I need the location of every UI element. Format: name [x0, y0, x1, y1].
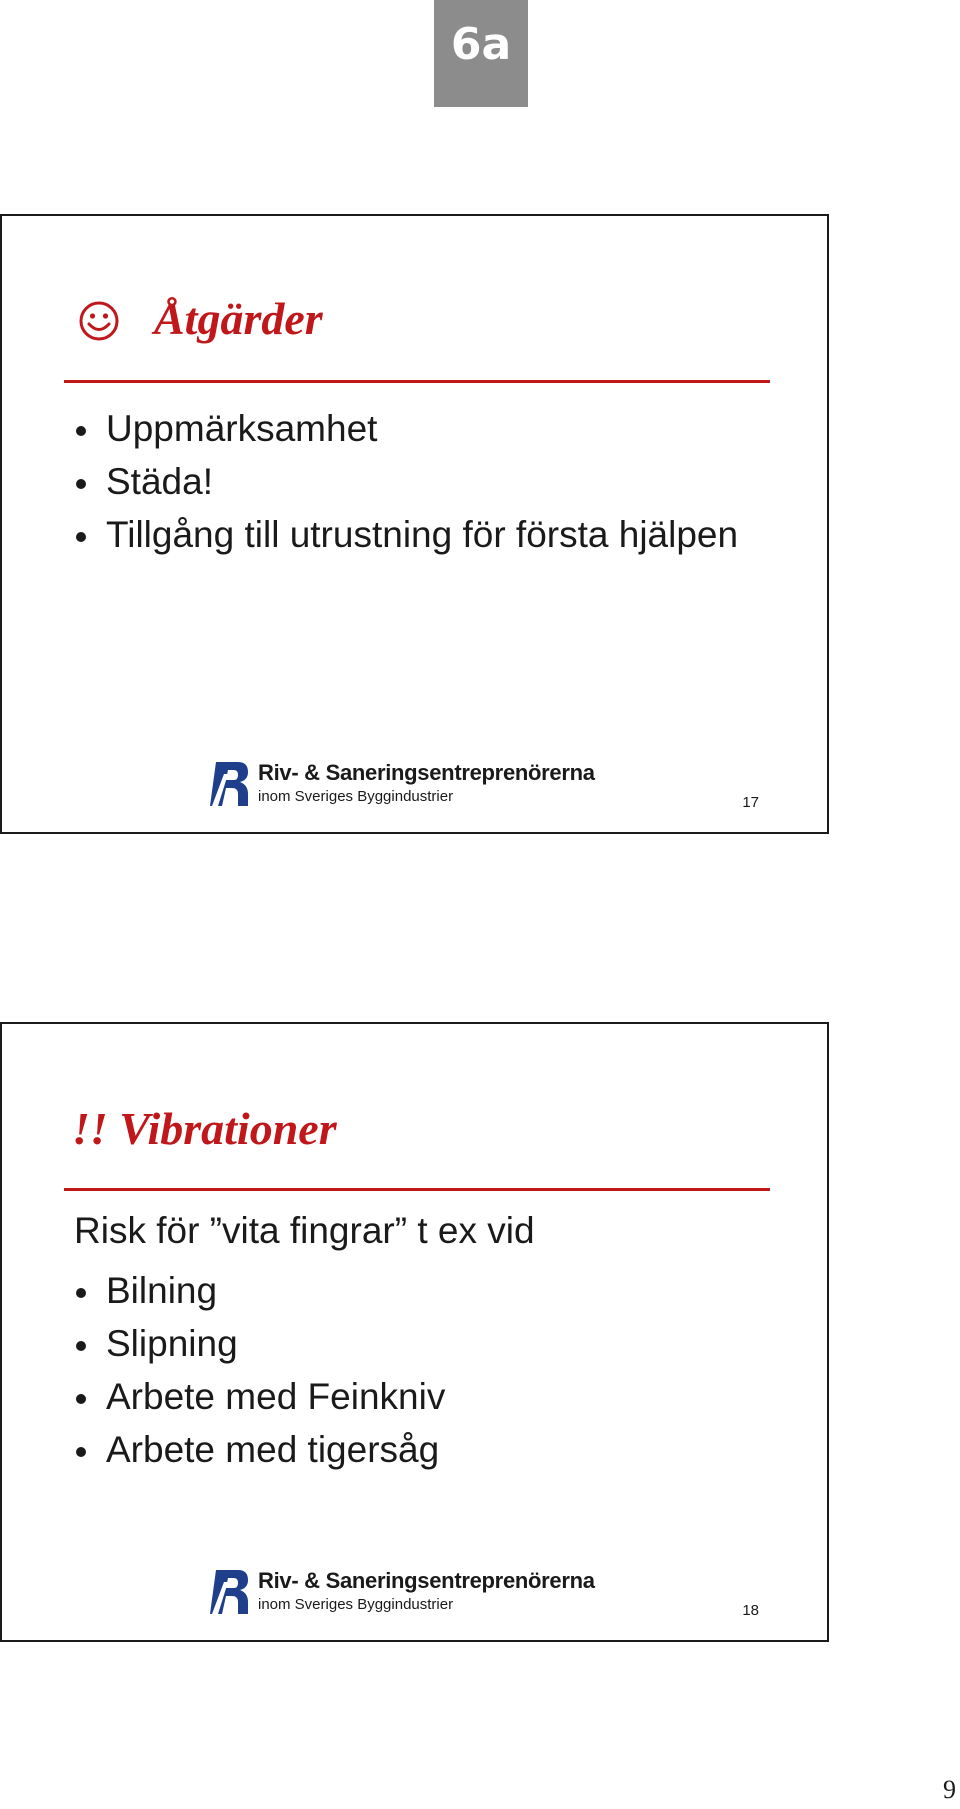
smiley-icon: [78, 300, 120, 342]
logo-mark-icon: [210, 1568, 250, 1616]
bullet-dot: [76, 1394, 86, 1404]
bullet-dot: [76, 532, 86, 542]
slide-number: 17: [742, 794, 759, 811]
slide-title: Åtgärder: [154, 293, 323, 344]
logo-name: Riv- & Saneringsentreprenörerna: [258, 760, 595, 785]
list-item: [76, 1423, 445, 1476]
logo-subtitle: inom Sveriges Byggindustrier: [258, 1596, 454, 1613]
company-logo: [210, 760, 610, 810]
list-item-text: Städa!: [106, 461, 213, 502]
bullet-dot: [76, 426, 86, 436]
bullet-list: [76, 402, 738, 561]
list-item-text: Uppmärksamhet: [106, 408, 378, 449]
bullet-dot: [76, 1288, 86, 1298]
logo-subtitle: inom Sveriges Byggindustrier: [258, 788, 454, 805]
list-item-text: Tillgång till utrustning för första hjälpen: [106, 514, 739, 555]
list-item: [76, 1370, 445, 1423]
slide-17: [0, 214, 829, 834]
list-item: [76, 402, 738, 455]
logo-mark-icon: [210, 760, 250, 808]
list-item-text: Arbete med Feinkniv: [106, 1376, 446, 1417]
bullet-list: [76, 1264, 445, 1476]
title-divider: [64, 380, 770, 383]
company-logo: [210, 1568, 610, 1618]
list-item: [76, 1264, 445, 1317]
slide-number: 18: [742, 1602, 759, 1619]
logo-name: Riv- & Saneringsentreprenörerna: [258, 1568, 595, 1593]
list-item-text: Arbete med tigersåg: [106, 1429, 440, 1470]
list-item-text: Bilning: [106, 1270, 218, 1311]
bullet-dot: [76, 1341, 86, 1351]
page-number: 9: [943, 1775, 956, 1804]
section-tab-badge: 6a: [434, 0, 528, 107]
bullet-dot: [76, 479, 86, 489]
list-item-text: Slipning: [106, 1323, 238, 1364]
list-item: [76, 1317, 445, 1370]
list-item: [76, 455, 738, 508]
slide-18: [0, 1022, 829, 1642]
slide-title: !! Vibrationer: [72, 1103, 337, 1154]
slide-intro-text: Risk för ”vita fingrar” t ex vid: [74, 1210, 535, 1251]
list-item: [76, 508, 738, 561]
bullet-dot: [76, 1447, 86, 1457]
title-divider: [64, 1188, 770, 1191]
